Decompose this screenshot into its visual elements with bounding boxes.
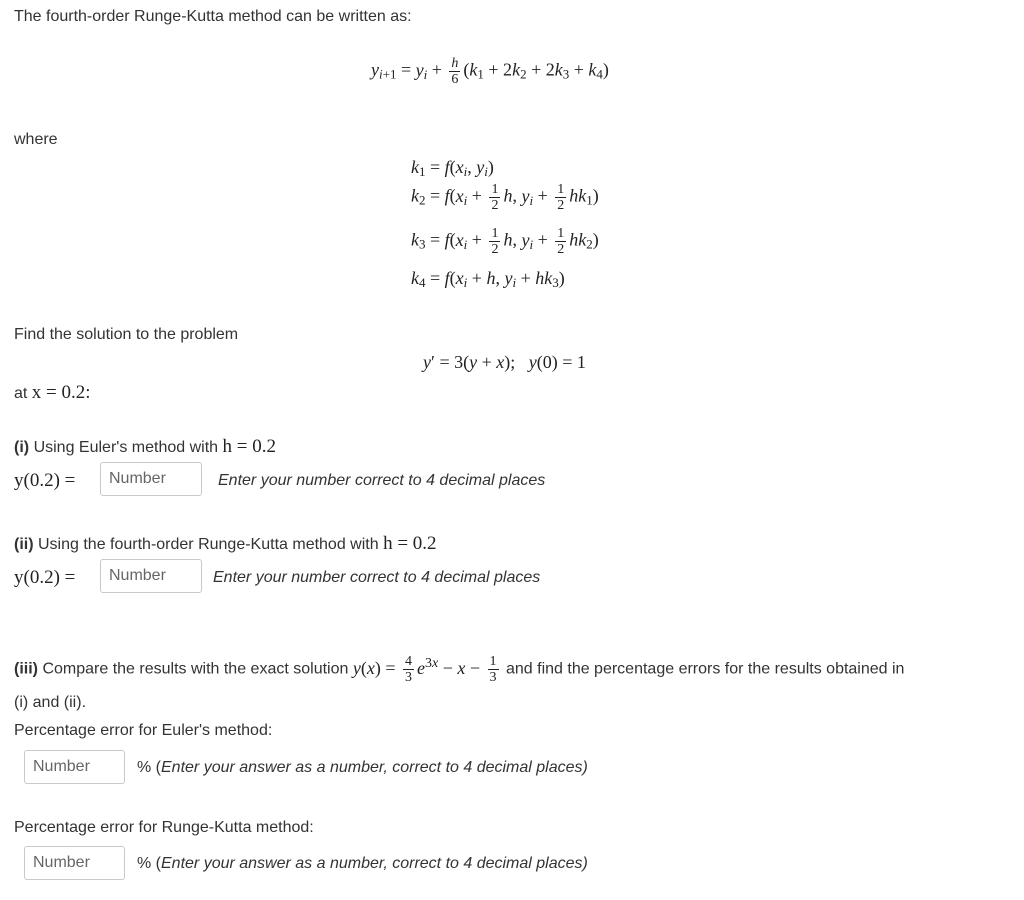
euler-hint-text: Enter your answer as a number, correct to 4 decimal places) bbox=[161, 759, 588, 776]
part3-tag: (iii) bbox=[14, 660, 38, 678]
part3-text-a: Compare the results with the exact solution bbox=[42, 660, 349, 678]
k4-definition: $k_4 = f(x_i + h$, $y_i + hk_3$) bbox=[411, 268, 565, 290]
rk4-answer-input[interactable]: Number bbox=[100, 559, 202, 593]
where-label: where bbox=[14, 131, 58, 148]
rk4-formula: $y_{i+1} = y_i$ + $\frac{h}{6}$ $(k_1 + 2k_2 + 2k_3 + k_4)$ bbox=[371, 56, 609, 87]
part1-h: h = 0.2 bbox=[222, 436, 276, 457]
part3-heading bbox=[14, 654, 904, 685]
rk-error-label: Percentage error for Runge-Kutta method: bbox=[14, 819, 314, 836]
at-label: at bbox=[14, 385, 28, 402]
rk-unit-prefix: % ( bbox=[137, 855, 161, 872]
k2-definition: $k_2 = f(x_i$ + $\frac{1}{2}$ h, $y_i$ + $\frac{1}{2}$ $hk_1$) bbox=[411, 182, 599, 213]
exact-solution: y(x) = $\frac{4}{3}$ $e^{3x} - x$ − $\frac{1}{3}$ bbox=[352, 654, 497, 685]
euler-unit-prefix: % ( bbox=[137, 759, 161, 776]
part2-hint: Enter your number correct to 4 decimal places bbox=[213, 569, 541, 586]
part2-heading bbox=[14, 533, 437, 555]
euler-answer-input[interactable]: Number bbox=[100, 462, 202, 496]
at-point bbox=[14, 382, 91, 404]
rk-error-input[interactable]: Number bbox=[24, 846, 125, 880]
ode-equation: y′ = 3(y + x); y(0) = 1 bbox=[423, 352, 586, 372]
part1-tag: (i) bbox=[14, 439, 30, 456]
part1-heading bbox=[14, 436, 276, 458]
part3-text-b: and find the percentage errors for the results obtained in bbox=[505, 660, 905, 678]
at-value: x = 0.2: bbox=[31, 382, 91, 403]
rk-hint-text: Enter your answer as a number, correct to 4 decimal places) bbox=[161, 855, 588, 872]
part2-text: Using the fourth-order Runge-Kutta method with bbox=[38, 536, 379, 553]
euler-error-label: Percentage error for Euler's method: bbox=[14, 722, 273, 739]
euler-error-input[interactable]: Number bbox=[24, 750, 125, 784]
rk-error-hint bbox=[137, 855, 588, 873]
part1-hint: Enter your number correct to 4 decimal places bbox=[218, 472, 546, 489]
part1-lhs: y(0.2) = bbox=[14, 470, 76, 491]
k3-definition: $k_3 = f(x_i$ + $\frac{1}{2}$ h, $y_i$ + $\frac{1}{2}$ $hk_2$) bbox=[411, 226, 599, 257]
part2-lhs: y(0.2) = bbox=[14, 567, 76, 588]
euler-error-hint bbox=[137, 759, 588, 777]
part1-text: Using Euler's method with bbox=[33, 439, 219, 456]
part3-text-c: (i) and (ii). bbox=[14, 694, 87, 711]
problem-label: Find the solution to the problem bbox=[14, 326, 239, 343]
part2-tag: (ii) bbox=[14, 536, 34, 553]
intro-text: The fourth-order Runge-Kutta method can be written as: bbox=[14, 8, 412, 25]
k1-definition: $k_1 = f(x_i$, $y_i$) bbox=[411, 157, 494, 179]
part2-h: h = 0.2 bbox=[383, 533, 437, 554]
